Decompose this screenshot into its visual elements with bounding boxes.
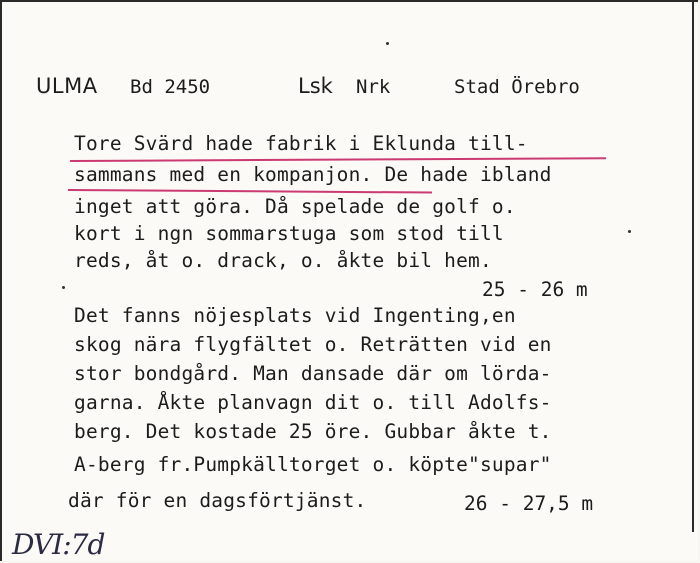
text-line: inget att göra. Då spelade de golf o. [74, 195, 516, 218]
volume-label: Bd 2450 [130, 76, 211, 98]
archive-label: ULMA [36, 74, 98, 98]
text-line: kort i ngn sommarstuga som stod till [74, 222, 504, 245]
lsk-label: Lsk [298, 74, 333, 98]
text-line: reds, åt o. drack, o. åkte bil hem. [74, 249, 492, 272]
ink-speck [386, 42, 389, 45]
text-line: Det fanns nöjesplats vid Ingenting,en [74, 304, 516, 327]
text-line: sammans med en kompanjon. De hade ibland [74, 163, 552, 186]
text-line: berg. Det kostade 25 öre. Gubbar åkte t. [74, 420, 552, 443]
region-label: Nrk [356, 76, 391, 98]
text-line: Tore Svärd hade fabrik i Eklunda till- [74, 132, 528, 155]
page-reference: 25 - 26 m [482, 278, 588, 301]
ink-speck [628, 230, 631, 233]
page-reference: 26 - 27,5 m [464, 492, 594, 515]
highlight-underline [70, 157, 606, 162]
place-label: Stad Örebro [454, 76, 580, 98]
card-edge [692, 2, 694, 532]
handwritten-signature: DVI:7d [12, 528, 105, 561]
text-line: skog nära flygfältet o. Reträtten vid en [74, 333, 552, 356]
highlight-underline [68, 189, 432, 194]
text-line: garna. Åkte planvagn dit o. till Adolfs- [74, 391, 552, 414]
text-line: stor bondgård. Man dansade där om lörda- [74, 362, 552, 385]
ink-speck [62, 286, 65, 289]
text-line: där för en dagsförtjänst. [68, 489, 367, 512]
text-line: A-berg fr.Pumpkälltorget o. köpte"supar" [74, 453, 552, 476]
